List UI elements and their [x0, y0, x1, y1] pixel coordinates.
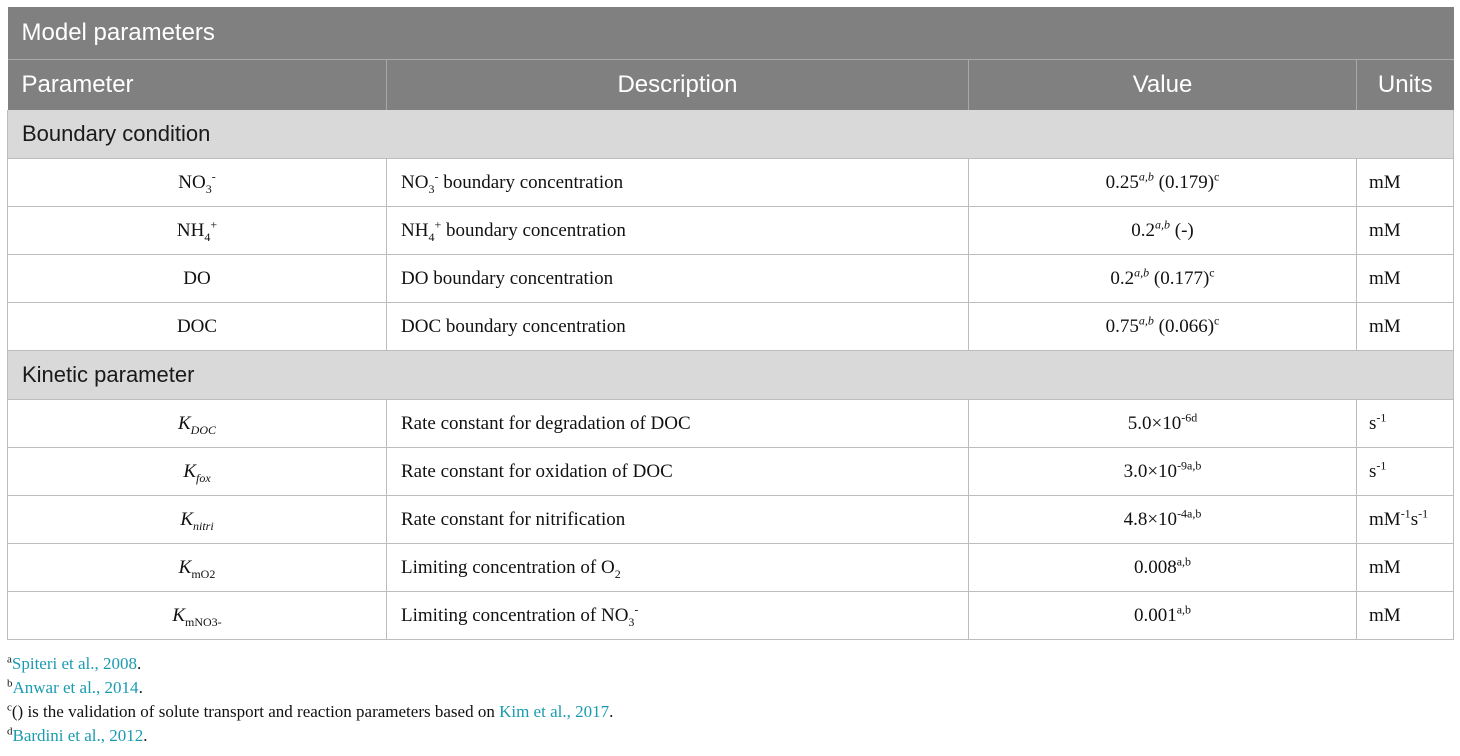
param-base: K: [172, 604, 185, 626]
value-sup: -6d: [1181, 410, 1198, 425]
value-sup: a,b: [1176, 602, 1192, 617]
value-extra-sup: c: [1214, 313, 1220, 328]
value-sup: a,b: [1134, 265, 1150, 280]
section-row: [8, 351, 1454, 400]
units-sup: -1: [1376, 458, 1387, 473]
desc-cell: [387, 207, 969, 255]
param-sub: nitri: [193, 518, 214, 533]
value-main: 0.008: [1133, 556, 1177, 578]
value-sup: -9a,b: [1177, 458, 1202, 473]
table-title-row: [8, 7, 1454, 60]
value-extra-sup: c: [1209, 265, 1215, 280]
section-row: [8, 110, 1454, 159]
units-base: s: [1369, 412, 1377, 434]
param-sub: mNO3-: [185, 614, 222, 629]
parameters-table-container: [7, 7, 1453, 640]
units-base-2: s: [1410, 508, 1419, 530]
desc-base: Limiting concentration of NO: [401, 604, 629, 626]
param-cell: [8, 207, 387, 255]
param-base: K: [180, 508, 193, 530]
value-main: 0.75: [1105, 315, 1139, 337]
param-sup: +: [210, 217, 218, 232]
value-cell: [969, 592, 1357, 640]
desc-cell: [387, 544, 969, 592]
table-row: [8, 400, 1454, 448]
header-units: Units: [1357, 60, 1454, 111]
header-parameter: Parameter: [8, 60, 387, 111]
value-main: 0.25: [1105, 171, 1139, 193]
desc-cell: Rate constant for degradation of DOC: [387, 400, 969, 448]
table-row: [8, 159, 1454, 207]
value-cell: [969, 496, 1357, 544]
param-base: K: [177, 412, 191, 434]
footnote: [7, 676, 613, 700]
value-extra: (0.066): [1153, 315, 1215, 337]
value-cell: [969, 207, 1357, 255]
section-label: Boundary condition: [8, 110, 1454, 159]
param-sub: 4: [204, 229, 211, 244]
units-sup: -1: [1376, 410, 1387, 425]
units-cell: mM: [1357, 159, 1454, 207]
value-main: 4.8×10: [1123, 508, 1178, 530]
param-cell: [8, 159, 387, 207]
section-label: Kinetic parameter: [8, 351, 1454, 400]
table-row: [8, 207, 1454, 255]
desc-sub: 3: [628, 614, 635, 629]
footnote-text: .: [137, 654, 142, 673]
value-sup: -4a,b: [1177, 506, 1202, 521]
param-cell: [8, 544, 387, 592]
value-cell: [969, 544, 1357, 592]
param-cell: [8, 448, 387, 496]
param-sup: -: [211, 169, 216, 184]
units-cell: mM: [1357, 207, 1454, 255]
param-sub: 3: [205, 181, 212, 196]
footnote-text: .: [138, 678, 143, 697]
header-description: Description: [387, 60, 969, 111]
desc-cell: [387, 159, 969, 207]
citation-link[interactable]: Anwar et al., 2014: [12, 678, 139, 697]
value-sup: a,b: [1176, 554, 1192, 569]
value-main: 3.0×10: [1123, 460, 1178, 482]
value-sup: a,b: [1155, 217, 1170, 232]
table-row: [8, 592, 1454, 640]
desc-cell: Rate constant for oxidation of DOC: [387, 448, 969, 496]
value-main: 5.0×10: [1127, 412, 1182, 434]
desc-rest: boundary concentration: [441, 219, 626, 241]
units-cell: [1357, 496, 1454, 544]
units-cell: mM: [1357, 255, 1454, 303]
value-main: 0.2: [1110, 267, 1135, 289]
param-base: K: [183, 460, 196, 482]
param-cell: [8, 592, 387, 640]
value-main: 0.2: [1131, 219, 1155, 241]
footnote-mark: d: [7, 725, 13, 738]
desc-sub: 4: [428, 229, 435, 244]
header-value: Value: [969, 60, 1357, 111]
citation-link[interactable]: Spiteri et al., 2008: [11, 654, 138, 673]
footnote: [7, 724, 613, 748]
footnote-mark: a: [7, 653, 12, 666]
value-main: 0.001: [1133, 604, 1177, 626]
units-base: mM: [1369, 508, 1401, 530]
table-title: Model parameters: [8, 7, 1454, 60]
units-base: s: [1369, 460, 1377, 482]
units-cell: mM: [1357, 303, 1454, 351]
header-row: [8, 60, 1454, 111]
value-sup: a,b: [1138, 313, 1154, 328]
model-parameters-table: [7, 7, 1454, 640]
value-cell: [969, 303, 1357, 351]
footnote-text: .: [609, 702, 614, 721]
citation-link[interactable]: Kim et al., 2017: [499, 702, 610, 721]
desc-sup: -: [634, 602, 639, 617]
param-sub: fox: [196, 470, 211, 485]
param-sub: DOC: [190, 422, 217, 437]
value-extra: (0.177): [1149, 267, 1210, 289]
desc-cell: DOC boundary concentration: [387, 303, 969, 351]
table-row: [8, 448, 1454, 496]
desc-base: NO: [401, 171, 429, 193]
desc-base: Limiting concentration of O: [401, 556, 615, 578]
value-cell: [969, 159, 1357, 207]
units-cell: mM: [1357, 592, 1454, 640]
units-sup-2: -1: [1418, 506, 1429, 521]
units-cell: [1357, 400, 1454, 448]
units-cell: [1357, 448, 1454, 496]
units-cell: mM: [1357, 544, 1454, 592]
units-sup: -1: [1400, 506, 1411, 521]
param-base: NO: [178, 171, 206, 193]
footnote-mark: c: [7, 701, 12, 714]
footnotes: [7, 652, 613, 748]
footnote-text: .: [143, 726, 148, 745]
footnote: [7, 652, 613, 676]
value-extra: (0.179): [1153, 171, 1215, 193]
desc-sup: -: [434, 169, 439, 184]
value-extra-sup: c: [1214, 169, 1220, 184]
param-base: NH: [176, 219, 205, 241]
desc-sub: 2: [614, 566, 621, 581]
param-sub: mO2: [191, 566, 216, 581]
value-cell: [969, 400, 1357, 448]
param-cell: DO: [8, 255, 387, 303]
footnote-mark: b: [7, 677, 13, 690]
value-cell: [969, 448, 1357, 496]
table-row: [8, 303, 1454, 351]
footnote: [7, 700, 613, 724]
footnote-text: () is the validation of solute transport and reaction parameters based on: [11, 702, 500, 721]
param-cell: [8, 400, 387, 448]
value-sup: a,b: [1138, 169, 1154, 184]
desc-sub: 3: [428, 181, 435, 196]
desc-cell: Rate constant for nitrification: [387, 496, 969, 544]
value-cell: [969, 255, 1357, 303]
value-extra: (-): [1170, 219, 1194, 241]
desc-sup: +: [434, 217, 442, 232]
desc-cell: DO boundary concentration: [387, 255, 969, 303]
param-cell: DOC: [8, 303, 387, 351]
citation-link[interactable]: Bardini et al., 2012: [12, 726, 144, 745]
desc-cell: [387, 592, 969, 640]
table-row: [8, 544, 1454, 592]
table-row: [8, 496, 1454, 544]
param-base: K: [178, 556, 192, 578]
param-cell: [8, 496, 387, 544]
table-row: [8, 255, 1454, 303]
desc-base: NH: [401, 219, 429, 241]
desc-rest: boundary concentration: [438, 171, 624, 193]
